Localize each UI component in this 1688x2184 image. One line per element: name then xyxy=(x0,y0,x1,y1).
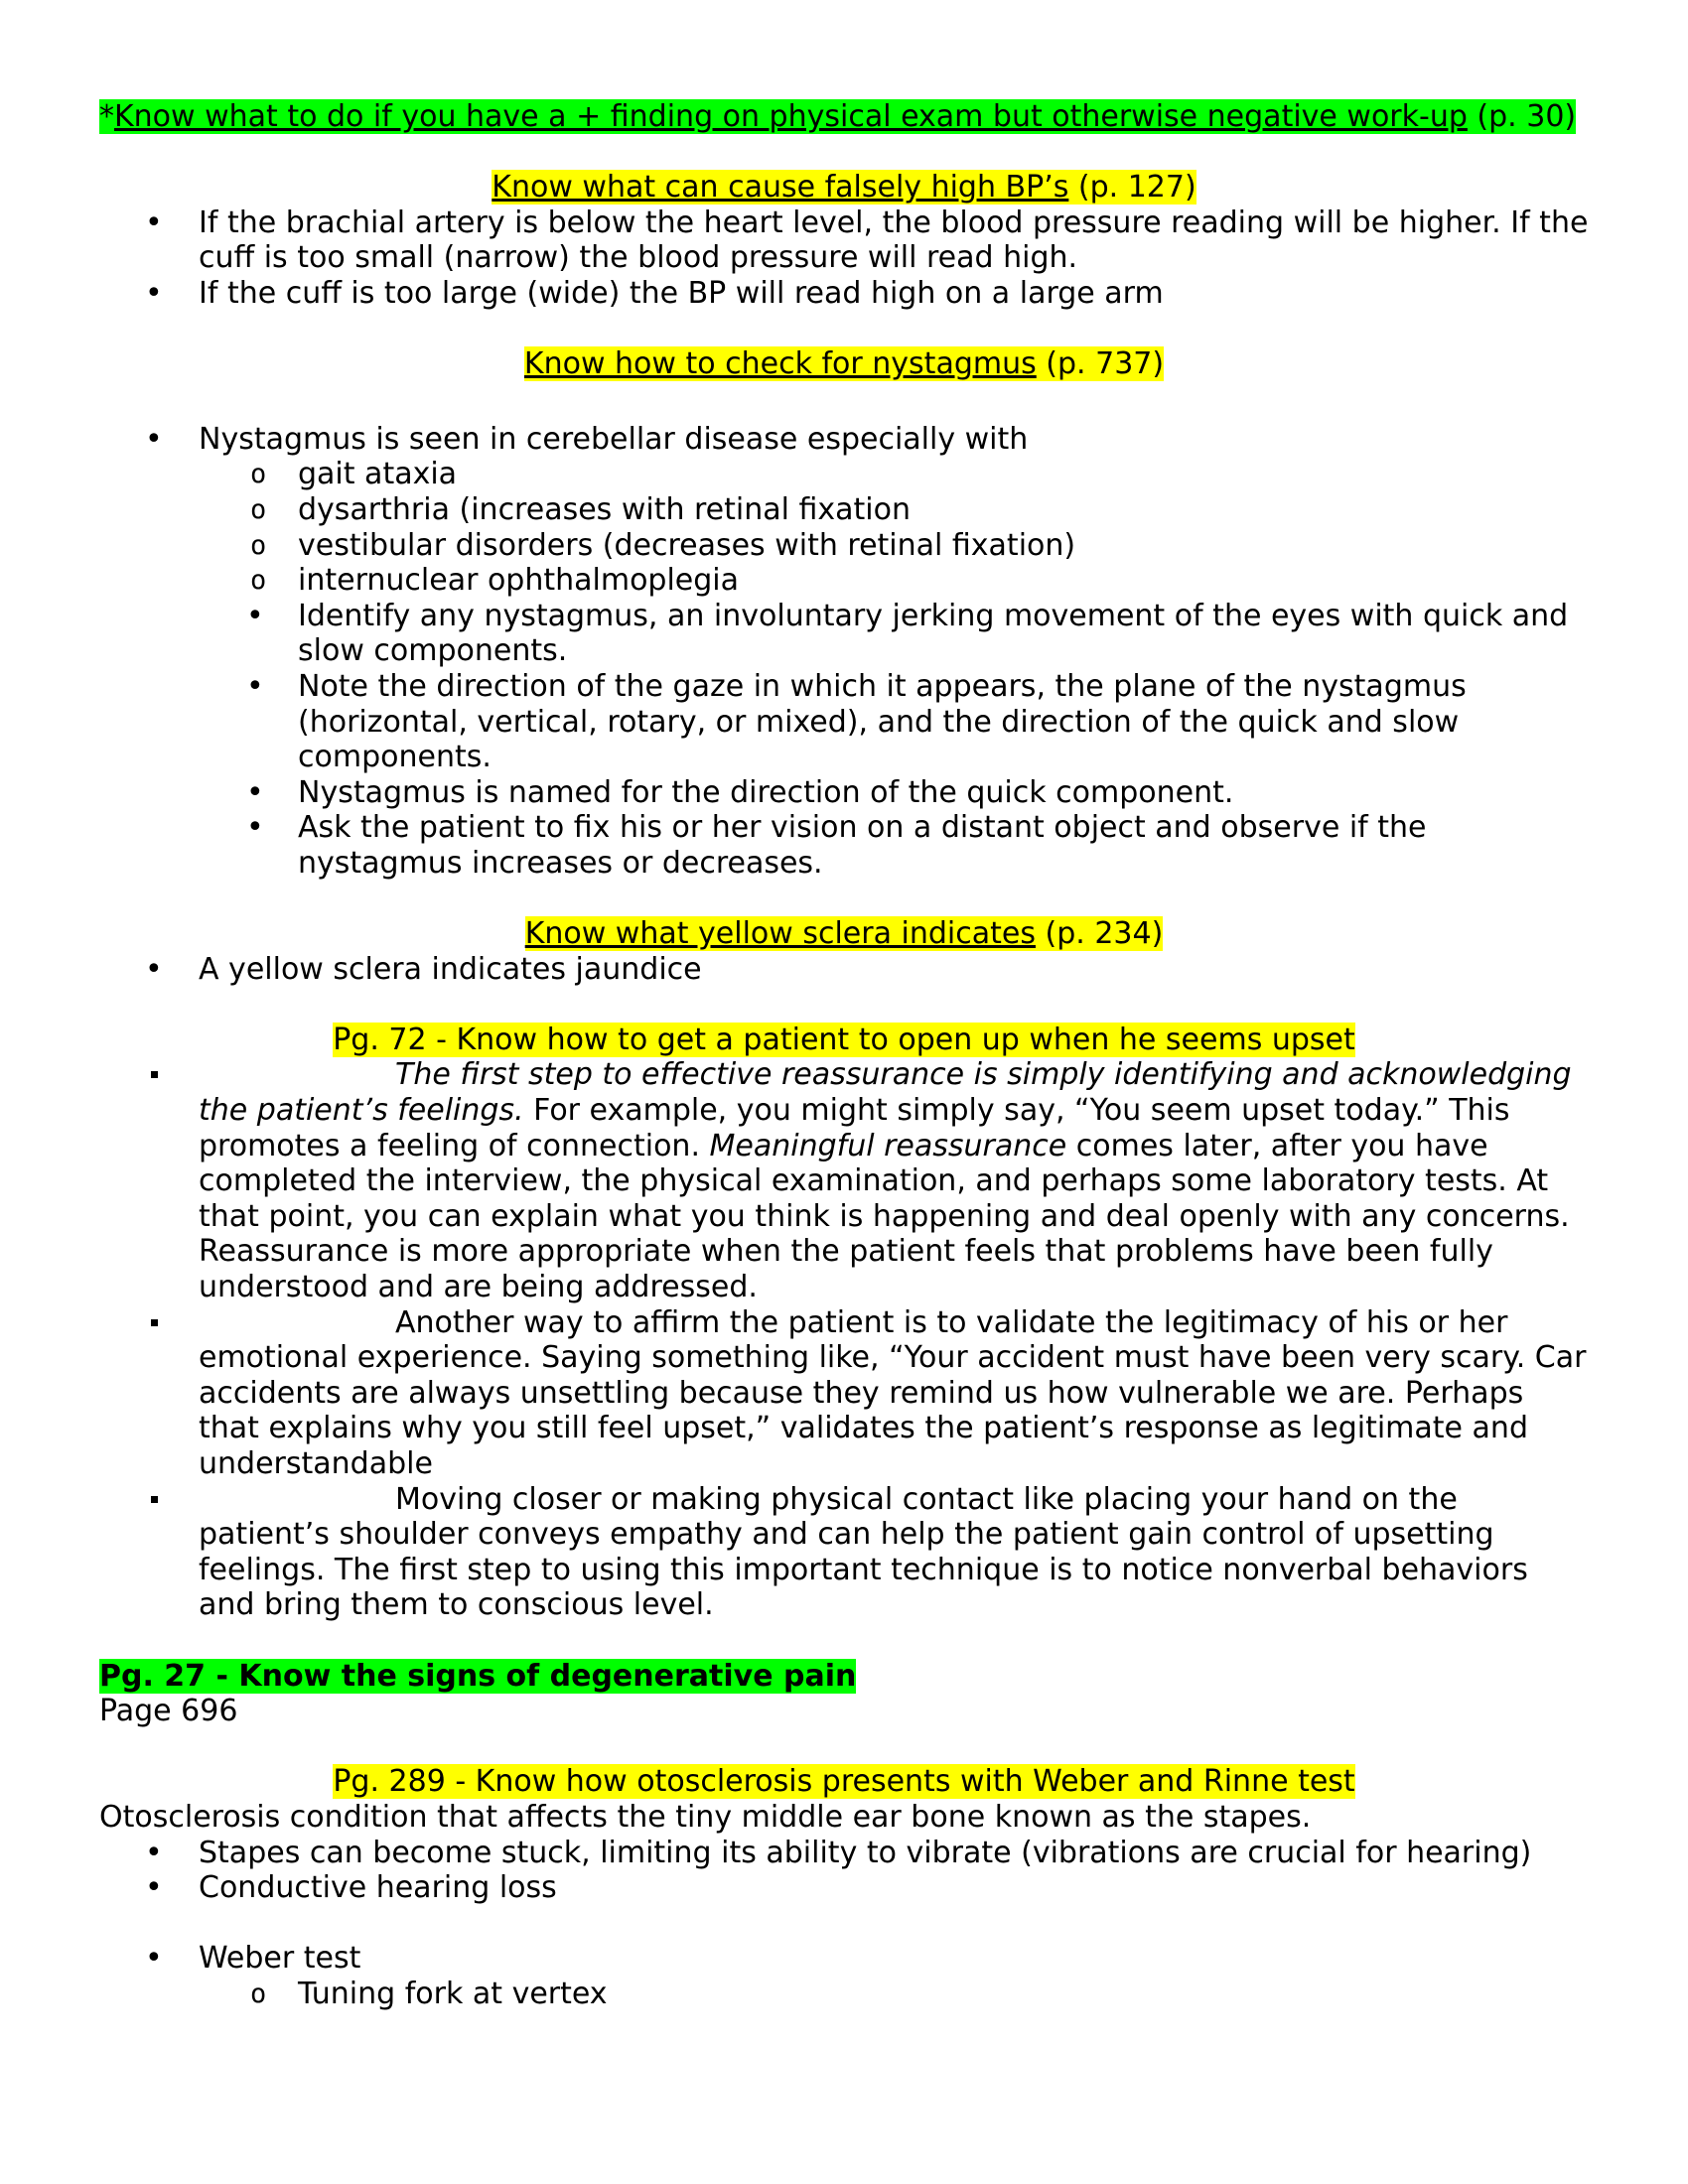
section-5-heading xyxy=(99,1023,1589,1058)
section-3-heading xyxy=(99,346,1589,382)
section-7-list xyxy=(99,1836,1589,1906)
section-6-title: Pg. 27 - Know the signs of degenerative pain xyxy=(99,1658,857,1694)
section-6-line: Page 696 xyxy=(99,1694,238,1729)
list-item xyxy=(99,422,1589,882)
section-3-sublist xyxy=(99,457,1589,881)
section-1-title: Know what to do if you have a + finding on physical exam but otherwise negative work-up xyxy=(114,99,1468,134)
body-text: comes later, after you have completed the interview, the physical examination, and perhaps some laboratory tests. At that point, you can explain what you think is happening and deal openly with any concerns. Reassurance is more appropriate when the patient feels that problems have been fully understood and are being addressed. xyxy=(199,1128,1570,1304)
section-1-heading xyxy=(99,99,1589,135)
asterisk: * xyxy=(99,99,114,134)
sub-list-item: o Tuning fork at vertex xyxy=(199,1977,1589,2012)
italic-text: The first step to effective reassurance is simply identifying and acknowledging the patient’s feelings. xyxy=(199,1057,1572,1129)
section-3-title: Know how to check for nystagmus xyxy=(523,346,1037,382)
section-1-ref: (p. 30) xyxy=(1467,99,1577,134)
section-2-list xyxy=(99,205,1589,312)
document-page xyxy=(99,99,1589,2011)
weber-sublist xyxy=(99,1977,1589,2012)
section-2-title: Know what can cause falsely high BP’s xyxy=(492,170,1069,205)
section-7-weber-list xyxy=(99,1941,1589,2011)
sub-list-item: o vestibular disorders (decreases with retinal fixation) xyxy=(199,528,1589,564)
sub-list-item: • Identify any nystagmus, an involuntary jerking movement of the eyes with quick and slow components. xyxy=(199,599,1589,669)
list-item: • Conductive hearing loss xyxy=(99,1870,1589,1906)
section-5-list xyxy=(99,1057,1589,1623)
sub-list-item: • Ask the patient to fix his or her vision on a distant object and observe if the nystagmus increases or decreases. xyxy=(199,810,1589,881)
list-item: • A yellow sclera indicates jaundice xyxy=(99,952,1589,988)
section-3-ref: (p. 737) xyxy=(1036,346,1165,382)
body-text: Another way to affirm the patient is to validate the legitimacy of his or her emotional experience. Saying something like, “Your accident must have been very scary. Car accidents are always unsettling because they remind us how vulnerable we are. Perhaps that explains why you still feel upset,” validates the patient’s response as legitimate and understandable xyxy=(199,1304,1587,1481)
sub-list-item: • Note the direction of the gaze in which it appears, the plane of the nystagmus (horizontal, vertical, rotary, or mixed), and the direction of the quick and slow components. xyxy=(199,669,1589,775)
section-4-heading xyxy=(99,916,1589,952)
section-7-heading xyxy=(99,1764,1589,1800)
section-3-bullet: Nystagmus is seen in cerebellar disease especially with xyxy=(199,421,1029,457)
sub-list-item: • Nystagmus is named for the direction of the quick component. xyxy=(199,775,1589,811)
section-7-intro: Otosclerosis condition that affects the tiny middle ear bone known as the stapes. xyxy=(99,1799,1312,1835)
weber-label: Weber test xyxy=(199,1941,361,1977)
section-4-ref: (p. 234) xyxy=(1035,916,1164,952)
section-5-title: Pg. 72 - Know how to get a patient to open up when he seems upset xyxy=(333,1022,1355,1057)
section-2-heading xyxy=(99,170,1589,205)
list-item xyxy=(99,1305,1589,1482)
sub-list-item: o internuclear ophthalmoplegia xyxy=(199,563,1589,599)
body-text: Moving closer or making physical contact like placing your hand on the patient’s shoulder conveys empathy and can help the patient gain control of upsetting feelings. The first step to using this important technique is to notice nonverbal behaviors and bring them to conscious level. xyxy=(199,1481,1528,1623)
section-4-title: Know what yellow sclera indicates xyxy=(524,916,1036,952)
section-6-heading xyxy=(99,1659,1589,1695)
list-item xyxy=(99,1941,1589,2011)
body-text: For example, you might simply say, “You seem upset today.” This promotes a feeling of connection. xyxy=(199,1093,1510,1163)
section-3-list xyxy=(99,422,1589,882)
list-item xyxy=(99,1057,1589,1304)
list-item: • If the cuff is too large (wide) the BP will read high on a large arm xyxy=(99,276,1589,312)
section-2-ref: (p. 127) xyxy=(1068,170,1196,205)
section-7-title: Pg. 289 - Know how otosclerosis presents with Weber and Rinne test xyxy=(333,1764,1355,1800)
list-item xyxy=(99,1482,1589,1623)
sub-list-item: o gait ataxia xyxy=(199,457,1589,492)
list-item: • Stapes can become stuck, limiting its ability to vibrate (vibrations are crucial for hearing) xyxy=(99,1836,1589,1871)
list-item: • If the brachial artery is below the heart level, the blood pressure reading will be higher. If the cuff is too small (narrow) the blood pressure will read high. xyxy=(99,205,1589,276)
section-4-list xyxy=(99,952,1589,988)
italic-text: Meaningful reassurance xyxy=(709,1128,1067,1163)
sub-list-item: o dysarthria (increases with retinal fixation xyxy=(199,492,1589,528)
